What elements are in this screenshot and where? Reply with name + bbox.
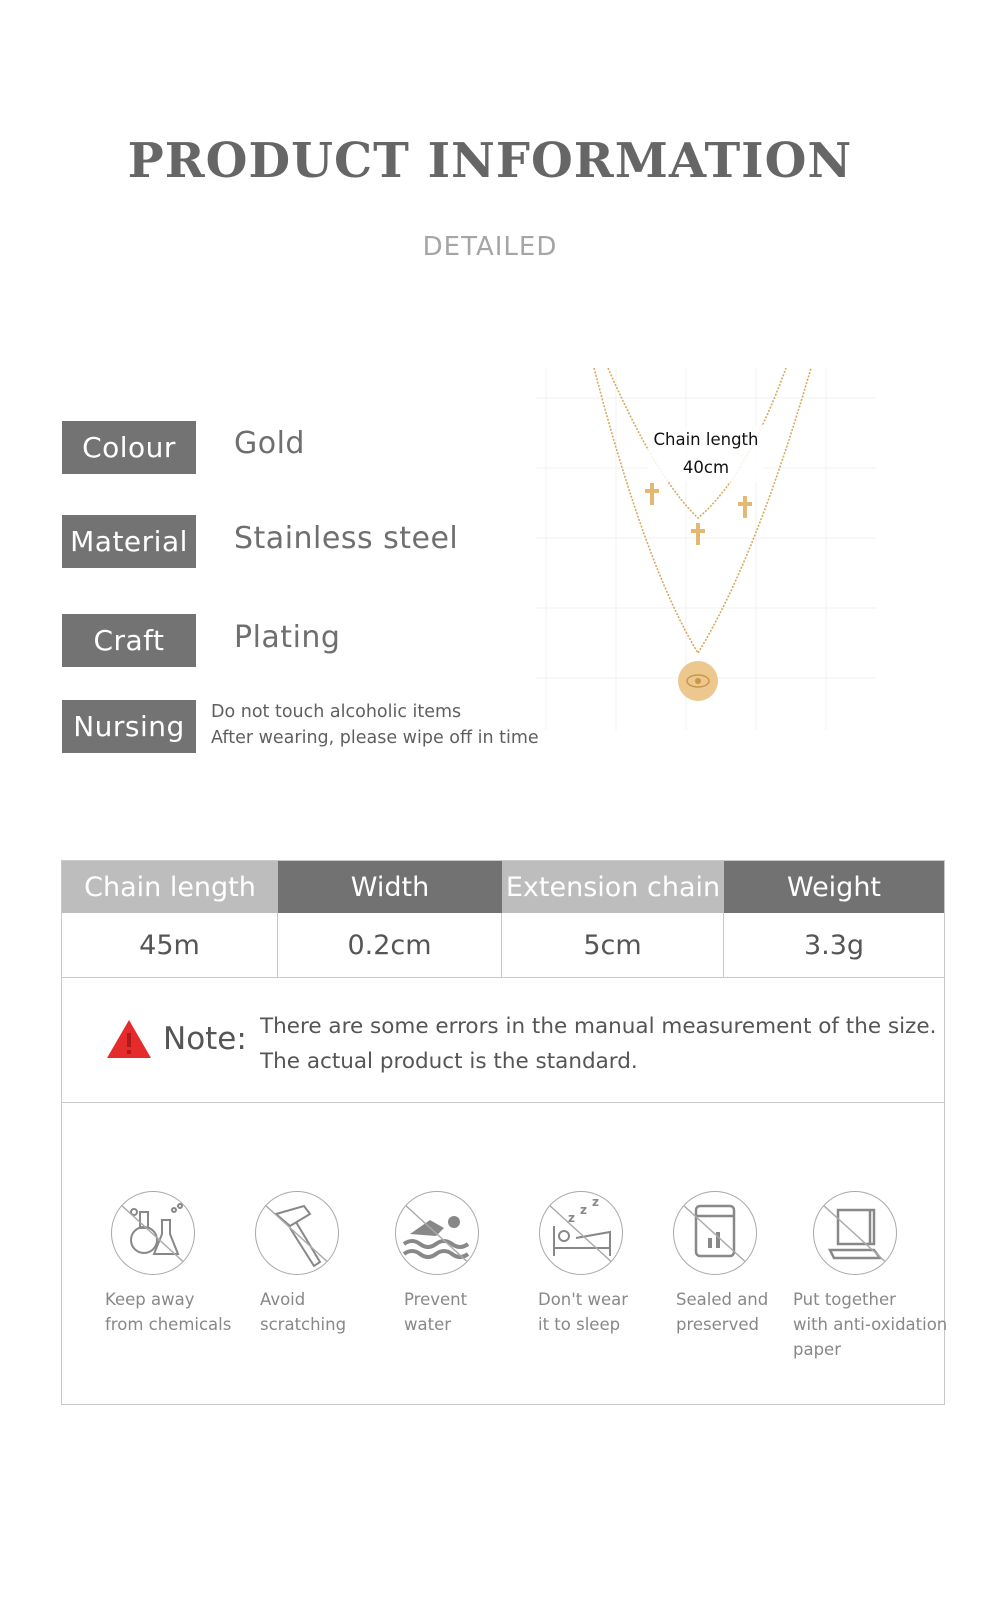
spec-label-nursing: Nursing xyxy=(62,700,196,753)
care-item-paper xyxy=(793,1191,948,1362)
svg-text:z: z xyxy=(568,1211,575,1225)
divider xyxy=(62,977,944,978)
care-line: Avoid xyxy=(260,1290,306,1309)
care-caption xyxy=(793,1287,948,1362)
chemicals-icon xyxy=(111,1191,195,1275)
sealed-box-icon xyxy=(673,1191,757,1275)
care-item-scratching xyxy=(260,1191,400,1337)
callout-line-2: 40cm xyxy=(682,458,730,477)
care-caption xyxy=(404,1287,544,1337)
necklace-image xyxy=(536,368,876,730)
care-line: Put together xyxy=(793,1290,896,1309)
page-subtitle: DETAILED xyxy=(422,232,558,262)
hammer-icon xyxy=(255,1191,339,1275)
warning-icon xyxy=(106,1019,152,1059)
value-chain-length: 45m xyxy=(62,913,278,977)
care-line: Prevent xyxy=(404,1290,468,1309)
care-line: Don't wear xyxy=(538,1290,629,1309)
paper-icon xyxy=(813,1191,897,1275)
care-caption xyxy=(260,1287,400,1337)
care-line: paper xyxy=(793,1340,841,1359)
note-line-1: There are some errors in the manual measurement of the size. xyxy=(260,1014,937,1039)
note-line-2: The actual product is the standard. xyxy=(260,1049,638,1074)
care-line: preserved xyxy=(676,1315,759,1334)
care-item-water xyxy=(404,1191,544,1337)
care-line: water xyxy=(404,1315,452,1334)
care-caption xyxy=(538,1287,678,1337)
nursing-line-1: Do not touch alcoholic items xyxy=(211,702,462,722)
spec-label-colour: Colour xyxy=(62,421,196,474)
note-label: Note: xyxy=(163,1021,247,1057)
divider xyxy=(62,1102,944,1103)
spec-value-nursing xyxy=(211,699,539,751)
value-weight: 3.3g xyxy=(803,929,865,961)
svg-text:z: z xyxy=(580,1203,587,1217)
size-table xyxy=(61,860,948,1405)
header-weight: Weight xyxy=(724,861,944,913)
care-line: Sealed and xyxy=(676,1290,769,1309)
callout-line-1: Chain length xyxy=(653,430,759,449)
chain-length-callout xyxy=(648,426,764,482)
care-item-chemicals xyxy=(105,1191,245,1337)
note-text xyxy=(260,1009,936,1079)
care-item-sleep xyxy=(538,1191,678,1337)
spec-value-material: Stainless steel xyxy=(234,521,459,556)
value-extension-chain: 5cm xyxy=(502,913,724,977)
care-line: scratching xyxy=(260,1315,347,1334)
care-caption xyxy=(105,1287,245,1337)
spec-label-craft: Craft xyxy=(62,614,196,667)
care-line: from chemicals xyxy=(105,1315,232,1334)
spec-value-craft: Plating xyxy=(234,620,341,655)
care-line: with anti-oxidation xyxy=(793,1315,948,1334)
value-width: 0.2cm xyxy=(278,913,502,977)
header-chain-length: Chain length xyxy=(62,861,278,913)
svg-text:z: z xyxy=(592,1195,599,1209)
spec-label-material: Material xyxy=(62,515,196,568)
nursing-line-2: After wearing, please wipe off in time xyxy=(211,728,539,748)
header-width: Width xyxy=(278,861,502,913)
care-line: it to sleep xyxy=(538,1315,621,1334)
sleep-icon xyxy=(539,1191,623,1275)
header-extension-chain: Extension chain xyxy=(502,861,724,913)
page-title: PRODUCT INFORMATION xyxy=(127,133,853,189)
spec-value-colour: Gold xyxy=(234,426,305,461)
care-line: Keep away xyxy=(105,1290,195,1309)
swimming-icon xyxy=(395,1191,479,1275)
